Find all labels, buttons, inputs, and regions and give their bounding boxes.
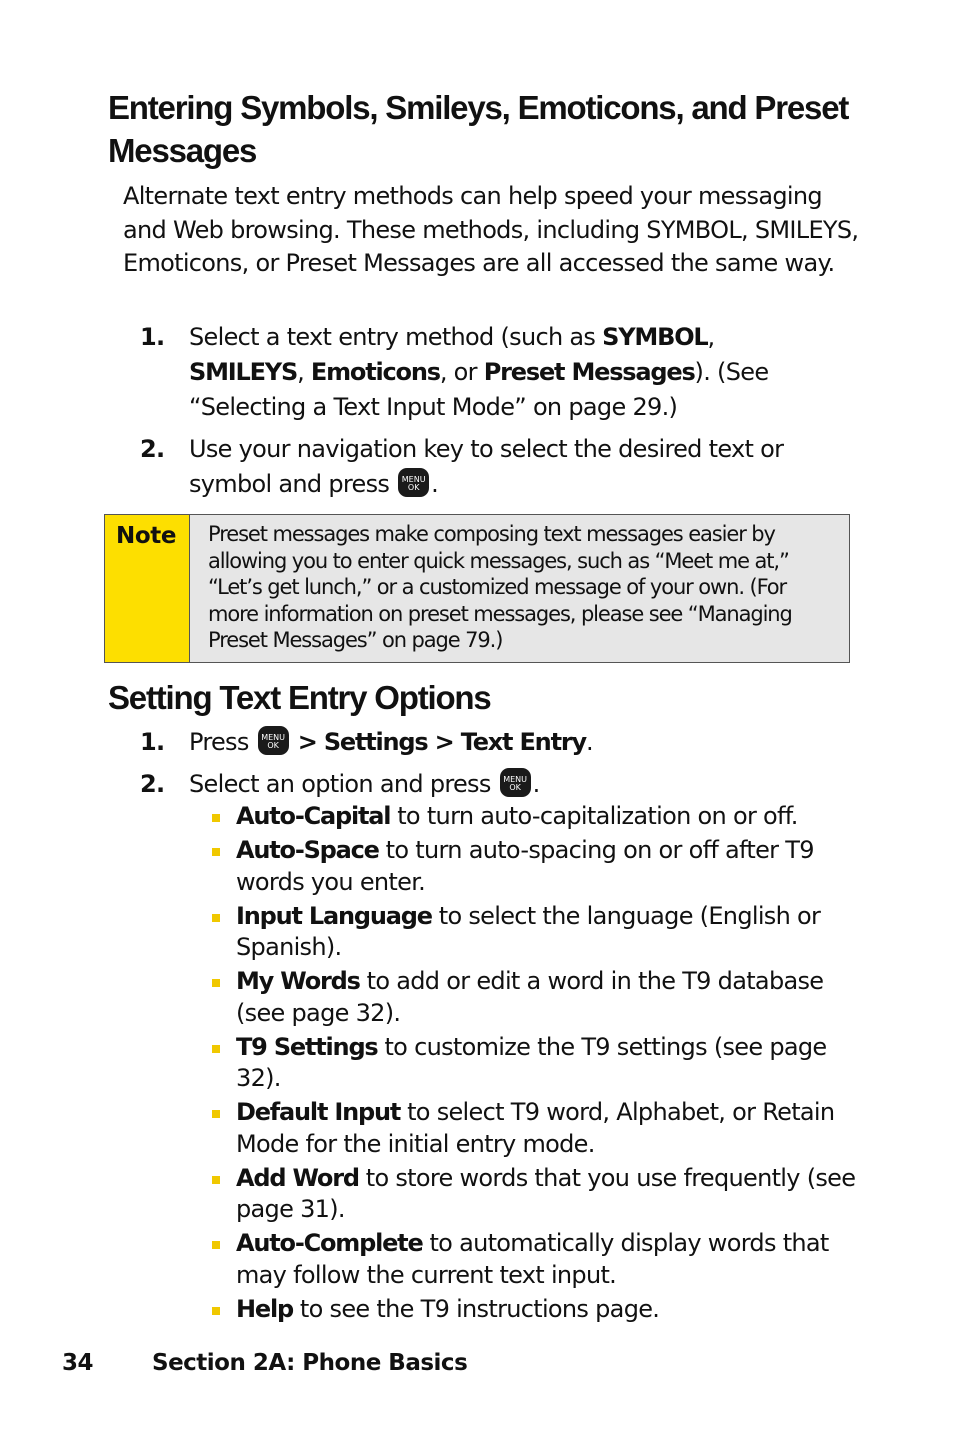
note-label: Note bbox=[105, 515, 190, 662]
step-2 bbox=[140, 767, 830, 802]
step-text: Use your navigation key to select the desired text or symbol and press MENU OK . bbox=[189, 435, 784, 498]
note-box bbox=[104, 514, 850, 663]
step-number: 2. bbox=[140, 435, 165, 463]
list-item: Default Input to select T9 word, Alphabet, or Retain Mode for the initial entry mode. bbox=[212, 1097, 872, 1160]
page-footer bbox=[62, 1350, 467, 1376]
step-text: Press MENU OK > Settings > Text Entry. bbox=[189, 728, 593, 756]
list-item: Auto-Capital to turn auto-capitalization on or off. bbox=[212, 801, 872, 833]
subsection-heading: Setting Text Entry Options bbox=[108, 679, 491, 716]
step-1 bbox=[140, 320, 830, 425]
list-item: T9 Settings to customize the T9 settings (see page 32). bbox=[212, 1032, 872, 1095]
list-item: My Words to add or edit a word in the T9 database (see page 32). bbox=[212, 966, 872, 1029]
list-item: Help to see the T9 instructions page. bbox=[212, 1294, 872, 1326]
list-item: Auto-Complete to automatically display words that may follow the current text input. bbox=[212, 1228, 872, 1291]
section-title: Section 2A: Phone Basics bbox=[152, 1350, 468, 1376]
list-item: Auto-Space to turn auto-spacing on or off after T9 words you enter. bbox=[212, 835, 872, 898]
option-list bbox=[212, 801, 872, 1328]
menu-ok-key-icon: MENU OK bbox=[500, 768, 531, 797]
step-2 bbox=[140, 432, 830, 502]
step-1 bbox=[140, 725, 830, 760]
page-number: 34 bbox=[62, 1350, 94, 1376]
step-number: 1. bbox=[140, 728, 165, 756]
note-text: Preset messages make composing text messages easier by allowing you to enter quick messages, such as “Meet me at,” “Let’s get lunch,” or a customized message of your own. (For more information on preset messages, please see “Managing Preset Messages” on page 79.) bbox=[190, 515, 849, 662]
step-text: Select an option and press MENU OK . bbox=[189, 770, 540, 798]
section-heading: Entering Symbols, Smileys, Emoticons, and Preset Messages bbox=[108, 89, 849, 169]
list-item: Add Word to store words that you use frequently (see page 31). bbox=[212, 1163, 872, 1226]
menu-ok-key-icon: MENU OK bbox=[258, 726, 289, 755]
intro-paragraph: Alternate text entry methods can help speed your messaging and Web browsing. These methods, including SYMBOL, SMILEYS, Emoticons, or Preset Messages are all accessed the same way. bbox=[123, 182, 859, 277]
step-number: 1. bbox=[140, 323, 165, 351]
step-number: 2. bbox=[140, 770, 165, 798]
list-item: Input Language to select the language (English or Spanish). bbox=[212, 901, 872, 964]
step-text: Select a text entry method (such as SYMBOL, SMILEYS, Emoticons, or Preset Messages). (See “Selecting a Text Input Mode” on page 29.) bbox=[189, 323, 769, 421]
menu-ok-key-icon: MENU OK bbox=[398, 468, 429, 497]
